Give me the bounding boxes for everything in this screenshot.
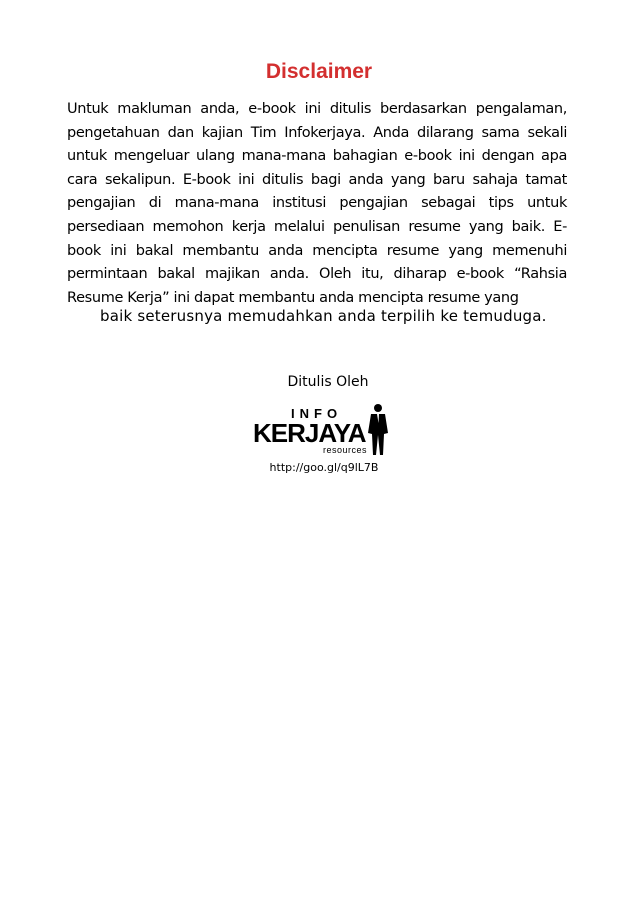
closing-line: baik seterusnya memudahkan anda terpilih ke temuduga. (100, 307, 547, 325)
logo-top-text: INFO (291, 406, 343, 421)
infokerjaya-logo (251, 403, 391, 458)
paragraph-line: permintaan bakal majikan anda. Oleh itu, diharap e-book “Rahsia (67, 266, 567, 283)
disclaimer-paragraph (67, 98, 567, 310)
paragraph-line: book ini bakal membantu anda mencipta resume yang memenuhi (67, 242, 567, 259)
paragraph-line: Untuk makluman anda, e-book ini ditulis berdasarkan pengalaman, (67, 101, 567, 117)
paragraph-line: Resume Kerja” ini dapat membantu anda mencipta resume yang (67, 289, 519, 306)
businessman-silhouette-icon (368, 404, 388, 455)
paragraph-line: persediaan memohon kerja melalui penulisan resume yang baik. E- (67, 218, 567, 235)
paragraph-line: pengajian di mana-mana institusi pengajian sebagai tips untuk (67, 195, 567, 212)
paragraph-line: cara sekalipun. E-book ini ditulis bagi anda yang baru sahaja tamat (67, 171, 567, 188)
page-title: Disclaimer (265, 60, 373, 83)
logo-main-text: KERJAYA (253, 418, 366, 448)
logo-svg (251, 403, 391, 458)
paragraph-line: untuk mengeluar ulang mana-mana bahagian e-book ini dengan apa (67, 148, 567, 165)
byline: Ditulis Oleh (287, 374, 369, 390)
paragraph-line: pengetahuan dan kajian Tim Infokerjaya. Anda dilarang sama sekali (67, 124, 567, 141)
source-url[interactable]: http://goo.gl/q9lL7B (269, 461, 379, 474)
logo-sub-text: resources (323, 445, 368, 455)
